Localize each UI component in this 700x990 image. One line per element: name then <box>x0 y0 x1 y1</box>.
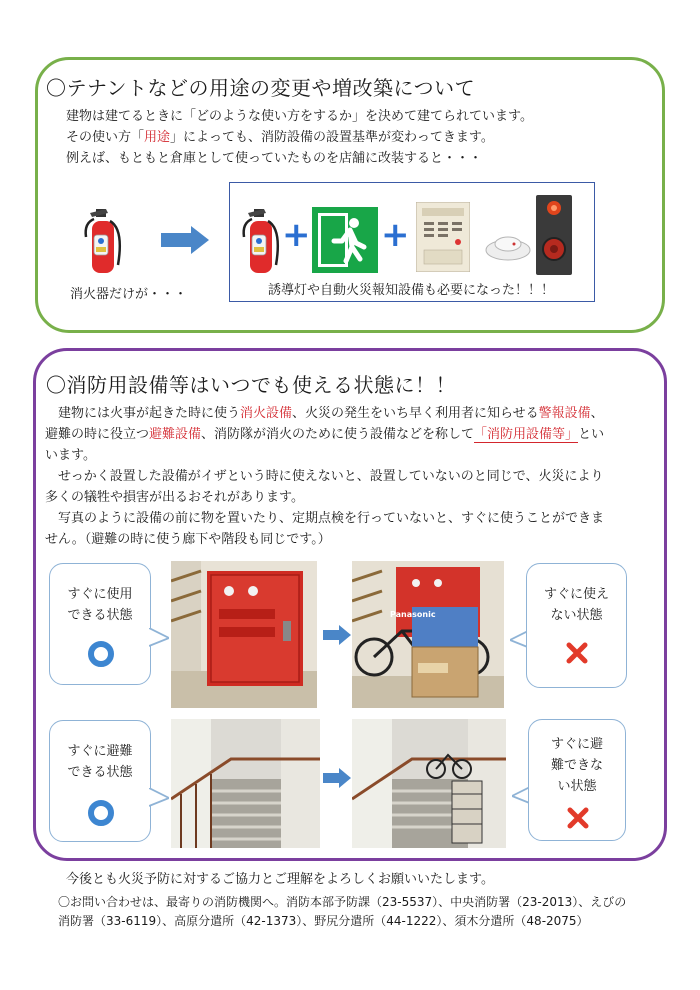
fire-extinguisher-icon <box>80 205 126 275</box>
bubble-usable: すぐに使用 できる状態 <box>49 563 151 685</box>
bubble-evacuable: すぐに避難 できる状態 <box>49 720 151 842</box>
circle-ok-icon <box>87 640 115 668</box>
section2-heading: 〇消防用設備等はいつでも使える状態に！！ <box>46 373 456 397</box>
section1-heading: 〇テナントなどの用途の変更や増改築について <box>46 76 476 100</box>
smoke-detector-icon <box>484 232 532 262</box>
bubble-not-usable: すぐに使え ない状態 <box>526 563 627 688</box>
caption-only-extinguisher: 消火器だけが・・・ <box>70 287 188 302</box>
caption-also-needed: 誘導灯や自動火災報知設備も必要になった！！！ <box>268 283 555 298</box>
photo-box-label: Panasonic <box>390 610 436 619</box>
plus-sign: + <box>381 215 410 255</box>
right-arrow-icon <box>323 768 351 788</box>
circle-ok-icon <box>87 799 115 827</box>
exit-sign-icon <box>312 207 378 273</box>
footer-contact-line1: 〇お問い合わせは、最寄りの消防機関へ。消防本部予防課（23-5537）、中央消防署（23-2013）、えびの <box>58 895 627 909</box>
right-arrow-icon <box>161 226 209 254</box>
photo-hydrant-clear <box>171 561 317 708</box>
section1-line1: 建物は建てるときに「どのような使い方をするか」を決めて建てられています。 <box>66 109 533 124</box>
fire-alarm-panel-icon <box>416 202 470 272</box>
highlight-alarm: 警報設備 <box>538 406 591 421</box>
highlight-extinguishing: 消火設備 <box>240 406 293 421</box>
photo-hydrant-blocked <box>352 561 504 708</box>
highlight-fire-equipment: 「消防用設備等」 <box>474 427 579 442</box>
highlight-use: 用途 <box>144 130 171 145</box>
section2-p1-line2: 避難の時に役立つ避難設備、消防隊が消火のために使う設備などを称して「消防用設備等」とい <box>45 427 605 442</box>
section2-p2-line1: せっかく設置した設備がイザという時に使えないと、設置していないのと同じで、火災により <box>58 469 604 484</box>
section2-p3-line2: せん。（避難の時に使う廊下や階段も同じです。） <box>45 532 331 547</box>
section2-p1-line3: います。 <box>45 448 96 463</box>
section2-p2-line2: 多くの犠牲や損害が出るおそれがあります。 <box>45 490 304 505</box>
bubble-not-evacuable: すぐに避 難できな い状態 <box>528 719 626 841</box>
alarm-bell-icon <box>536 195 572 275</box>
section2-p3-line1: 写真のように設備の前に物を置いたり、定期点検を行っていないと、すぐに使うことができま <box>58 511 605 526</box>
highlight-evacuation: 避難設備 <box>149 427 202 442</box>
photo-stairs-blocked <box>352 719 506 848</box>
cross-ng-icon <box>566 806 590 830</box>
footer-contact-line2: 消防署（33-6119）、高原分遣所（42-1373）、野尻分遣所（44-1222）、須木分遣所（48-2075） <box>58 914 589 928</box>
bubble-tail <box>149 628 169 648</box>
plus-sign: + <box>282 215 311 255</box>
section1-line3: 例えば、もともと倉庫として使っていたものを店舗に改装すると・・・ <box>66 151 483 166</box>
right-arrow-icon <box>323 625 351 645</box>
section2-paragraph <box>45 403 655 550</box>
photo-stairs-clear <box>171 719 320 848</box>
cross-ng-icon <box>565 641 589 665</box>
bubble-tail <box>149 788 169 808</box>
section1-line2: その使い方「用途」によっても、消防設備の設置基準が変わってきます。 <box>66 130 494 145</box>
section2-p1-line1: 建物には火事が起きた時に使う消火設備、火災の発生をいち早く利用者に知らせる警報設備、 <box>58 406 604 421</box>
fire-extinguisher-icon <box>238 205 284 275</box>
footer-thanks: 今後とも火災予防に対するご協力とご理解をよろしくお願いいたします。 <box>66 872 494 887</box>
section1-paragraph <box>66 106 533 169</box>
